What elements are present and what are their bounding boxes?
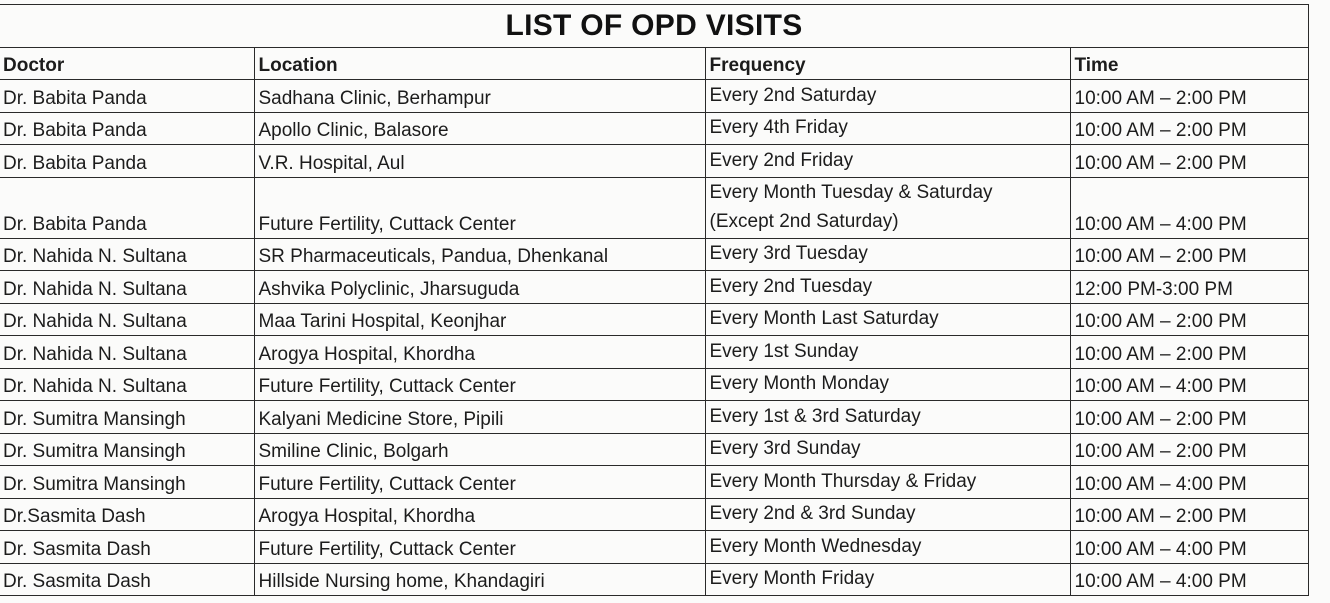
doctor-cell: Dr. Nahida N. Sultana [0,368,254,401]
doctor-cell: Dr. Sumitra Mansingh [0,466,254,499]
frequency-cell [705,80,1070,113]
time-cell: 10:00 AM – 2:00 PM [1070,498,1309,531]
table-row [0,80,1309,113]
frequency-cell [705,238,1070,271]
location-cell: Apollo Clinic, Balasore [254,112,705,145]
header-row [0,48,1309,80]
frequency-line: Every 3rd Sunday [709,438,861,459]
column-header-doctor: Doctor [0,48,254,80]
time-cell: 10:00 AM – 2:00 PM [1070,112,1309,145]
frequency-cell [705,145,1070,178]
doctor-cell: Dr. Nahida N. Sultana [0,336,254,369]
column-header-location: Location [254,48,705,80]
location-cell: Maa Tarini Hospital, Keonjhar [254,303,705,336]
location-cell: Future Fertility, Cuttack Center [254,177,705,238]
location-cell: V.R. Hospital, Aul [254,145,705,178]
frequency-line: Every 1st & 3rd Saturday [709,405,921,427]
frequency-line: Every 1st Sunday [709,340,859,362]
location-cell: SR Pharmaceuticals, Pandua, Dhenkanal [254,238,705,271]
time-cell: 10:00 AM – 4:00 PM [1070,466,1309,499]
frequency-cell [705,368,1070,401]
frequency-line: Every Month Last Saturday [709,308,939,329]
frequency-line: Every 2nd Saturday [709,84,877,106]
table-row [0,531,1309,564]
doctor-cell: Dr. Babita Panda [0,112,254,145]
frequency-cell [705,303,1070,336]
time-cell: 10:00 AM – 2:00 PM [1070,401,1309,434]
table-row [0,177,1309,238]
frequency-line: Every 3rd Tuesday [709,243,868,264]
doctor-cell: Dr.Sasmita Dash [0,498,254,531]
location-cell: Kalyani Medicine Store, Pipili [254,401,705,434]
location-cell: Sadhana Clinic, Berhampur [254,80,705,113]
location-cell: Hillside Nursing home, Khandagiri [254,563,705,595]
time-cell: 10:00 AM – 2:00 PM [1070,145,1309,178]
frequency-line: Every 2nd Tuesday [709,275,873,297]
doctor-cell: Dr. Sumitra Mansingh [0,433,254,466]
time-cell: 10:00 AM – 2:00 PM [1070,303,1309,336]
time-cell: 12:00 PM-3:00 PM [1070,271,1309,304]
table-row [0,303,1309,336]
frequency-line: (Except 2nd Saturday) [709,210,899,232]
frequency-line: Every Month Thursday & Friday [709,470,977,492]
doctor-cell: Dr. Sasmita Dash [0,563,254,595]
location-cell: Ashvika Polyclinic, Jharsuguda [254,271,705,304]
frequency-cell [705,531,1070,564]
doctor-cell: Dr. Nahida N. Sultana [0,303,254,336]
doctor-cell: Dr. Babita Panda [0,80,254,113]
location-cell: Arogya Hospital, Khordha [254,336,705,369]
doctor-cell: Dr. Nahida N. Sultana [0,238,254,271]
table-row [0,271,1309,304]
time-cell: 10:00 AM – 4:00 PM [1070,177,1309,238]
time-cell: 10:00 AM – 4:00 PM [1070,531,1309,564]
opd-visits-table-frame [0,4,1309,596]
column-header-frequency: Frequency [705,48,1070,80]
time-cell: 10:00 AM – 4:00 PM [1070,563,1309,595]
table-row [0,433,1309,466]
table-row [0,336,1309,369]
frequency-line: Every Month Wednesday [709,535,922,557]
location-cell: Arogya Hospital, Khordha [254,498,705,531]
frequency-cell [705,498,1070,531]
doctor-cell: Dr. Sumitra Mansingh [0,401,254,434]
frequency-cell [705,177,1070,238]
frequency-cell [705,563,1070,595]
frequency-cell [705,466,1070,499]
title-bar [0,5,1308,48]
frequency-line: Every Month Friday [709,568,875,589]
frequency-cell [705,271,1070,304]
table-row [0,563,1309,595]
table-row [0,498,1309,531]
frequency-cell [705,401,1070,434]
frequency-line: Every 2nd Friday [709,149,854,171]
doctor-cell: Dr. Nahida N. Sultana [0,271,254,304]
time-cell: 10:00 AM – 2:00 PM [1070,336,1309,369]
column-header-time: Time [1070,48,1309,80]
time-cell: 10:00 AM – 2:00 PM [1070,433,1309,466]
frequency-cell [705,336,1070,369]
location-cell: Smiline Clinic, Bolgarh [254,433,705,466]
opd-visits-table [0,48,1309,595]
frequency-cell [705,112,1070,145]
frequency-line: Every 2nd & 3rd Sunday [709,503,916,524]
doctor-cell: Dr. Babita Panda [0,145,254,178]
time-cell: 10:00 AM – 4:00 PM [1070,368,1309,401]
time-cell: 10:00 AM – 2:00 PM [1070,238,1309,271]
frequency-line: Every Month Monday [709,373,890,394]
location-cell: Future Fertility, Cuttack Center [254,368,705,401]
frequency-line: Every Month Tuesday & Saturday [709,181,993,203]
table-row [0,112,1309,145]
table-row [0,401,1309,434]
doctor-cell: Dr. Babita Panda [0,177,254,238]
location-cell: Future Fertility, Cuttack Center [254,531,705,564]
doctor-cell: Dr. Sasmita Dash [0,531,254,564]
table-row [0,238,1309,271]
table-row [0,368,1309,401]
document-title: LIST OF OPD VISITS [505,9,803,42]
table-row [0,466,1309,499]
time-cell: 10:00 AM – 2:00 PM [1070,80,1309,113]
frequency-line: Every 4th Friday [709,117,848,138]
location-cell: Future Fertility, Cuttack Center [254,466,705,499]
table-row [0,145,1309,178]
frequency-cell [705,433,1070,466]
